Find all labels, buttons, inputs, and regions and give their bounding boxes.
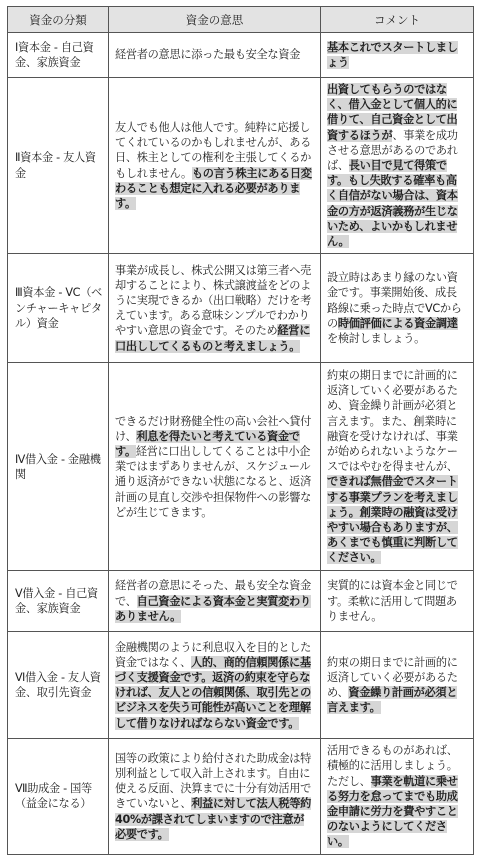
- header-category: 資金の分類: [8, 7, 109, 33]
- cell-text: 経営者の意思に添った最も安全な資金: [115, 48, 301, 62]
- highlighted-text: 時価評価による資金調達: [337, 316, 458, 330]
- table-row: [8, 632, 474, 739]
- intent-cell: [109, 78, 321, 254]
- category-cell: Ⅳ借入金 - 金融機関: [8, 363, 109, 571]
- cell-text: 友人でも他人は他人です。純粋に応援してくれているのかもしれませんが、ある日、株主としての権利を主張してくるかもしれません。: [115, 121, 311, 180]
- comment-cell: [321, 33, 474, 78]
- cell-text: 活用できるものがあれば、積極的に活用しましょう。: [327, 744, 458, 773]
- intent-cell: [109, 632, 321, 739]
- intent-cell: [109, 33, 321, 78]
- highlighted-text: 資金繰り計画が必須と言えます。: [327, 686, 458, 715]
- highlighted-text: 経営に口出ししてくるものと考えましょう。: [115, 324, 311, 353]
- highlighted-text: 基本これでスタートしましょう: [327, 40, 458, 69]
- cell-text: 自由に使える反面、決算までに十分有効活用できていないと、: [115, 767, 311, 811]
- highlighted-text: 事業を軌道に乗せる努力を怠ってまでも助成金申請に労力を費やすことのないようにしてください。: [327, 774, 458, 849]
- highlighted-text: できれば無借金でスタートする事業プランを考えましょう。: [327, 475, 458, 519]
- cell-text: 経営者の意思にそった、最も安全な資金で、: [115, 579, 311, 608]
- highlighted-text: 自己資金による資本金と実質変わりありません。: [115, 594, 311, 623]
- header-comment: コメント: [321, 7, 474, 33]
- category-cell: Ⅶ助成金 - 国等（益金になる）: [8, 739, 109, 854]
- highlighted-text: 出資してもらうのではなく、借入金として個人的に借りて、自己資金として出資するほうが: [327, 83, 458, 142]
- comment-cell: [321, 254, 474, 363]
- table-row: [8, 254, 474, 363]
- intent-cell: [109, 363, 321, 571]
- table-row: [8, 33, 474, 78]
- highlighted-text: 創業時の融資は受けやすい場合もありますが、あくまでも慎重に判断してください。: [327, 505, 458, 565]
- intent-cell: [109, 571, 321, 632]
- comment-cell: [321, 363, 474, 571]
- cell-text: 実質的には資本金と同じです。柔軟に活用して問題ありません。: [327, 579, 458, 623]
- funding-table-container: [7, 6, 473, 855]
- highlighted-text: 人的、商的信頼関係に基づく支援資金です。返済の約束を守らなければ、友人との信頼関係、取引先とのビジネスを失う可能性が高いことを理解して借りなければならない資金です。: [115, 655, 311, 730]
- cell-text: 約束の期日までに計画的に返済していく必要があるため、: [327, 655, 458, 700]
- comment-cell: [321, 632, 474, 739]
- intent-cell: [109, 254, 321, 363]
- cell-text: 事業が成長し、株式公開又は第三者へ売却することにより、株式譲渡益をどのように実現できるか（出口戦略）だけを考えています。ある意味シンプルでわかりやすい意思の資金です。そのため: [115, 263, 311, 338]
- category-cell: Ⅰ資本金 - 自己資金、家族資金: [8, 33, 109, 78]
- cell-text: 約束の期日までに計画的に返済していく必要があるため、資金繰り計画が必須と言えます。: [327, 368, 458, 428]
- highlighted-text: 利益に対して法人税等約40%が課されてしまいますので注意が必要です。: [115, 797, 311, 841]
- cell-text: 金融機関のように利息収入を目的とした資金ではなく、: [115, 640, 311, 669]
- table-row: [8, 739, 474, 854]
- cell-text: 国等の政策により給付された助成金は特別利益として収入計上されます。: [115, 751, 311, 781]
- funding-classification-table: [7, 6, 474, 855]
- cell-text: 設立時はあまり縁のない資金です。事業開始後、成長路線に乗った時点でVCからの: [327, 271, 462, 330]
- highlighted-text: もの言う株主にある日変わることも想定に入れる必要があります。: [115, 166, 312, 211]
- highlighted-text: 長い目で見て得策です。もし失敗する確率も高く自信がない場合は、資本金の方が返済義務が生じないため、よいかもしれません。: [327, 159, 458, 249]
- table-row: [8, 363, 474, 571]
- category-cell: Ⅵ借入金 - 友人資金、取引先資金: [8, 632, 109, 739]
- highlighted-text: 利息を得たいと考えている資金です。: [115, 429, 300, 458]
- intent-cell: [109, 739, 321, 854]
- cell-text: また、創業時に融資を受けなければ、事業が始められないようなケースではやむを得ませんが、: [327, 414, 458, 474]
- cell-text: 、事業を成功させる意思があるのであれば、: [327, 128, 458, 173]
- cell-text: 経営に口出ししてくることは中小企業ではまずありませんが、スケジュール通り返済ができない状態になると、返済計画の見直し交渉や担保物件への影響などが生じてきます。: [115, 444, 311, 519]
- category-cell: Ⅴ借入金 - 自己資金、家族資金: [8, 571, 109, 632]
- comment-cell: [321, 78, 474, 254]
- table-header-row: [8, 7, 474, 33]
- comment-cell: [321, 571, 474, 632]
- category-cell: Ⅱ資本金 - 友人資金: [8, 78, 109, 254]
- cell-text: ただし、: [327, 774, 371, 788]
- comment-cell: [321, 739, 474, 854]
- table-row: [8, 78, 474, 254]
- cell-text: できるだけ財務健全性の高い会社へ貸付け、: [115, 414, 311, 443]
- table-row: [8, 571, 474, 632]
- header-intent: 資金の意思: [109, 7, 321, 33]
- category-cell: Ⅲ資本金 - VC（ベンチャーキャピタル）資金: [8, 254, 109, 363]
- cell-text: を検討しましょう。: [327, 332, 425, 346]
